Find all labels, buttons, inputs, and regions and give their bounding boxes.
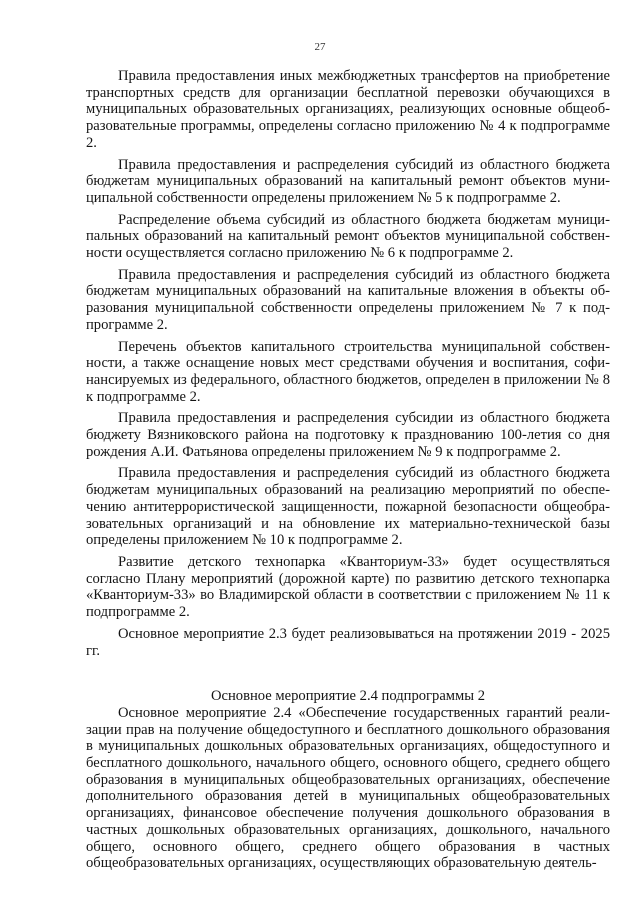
paragraph: Правила предоставления и распределения субсидий из областного бюджета бюджетам муниципальных образований на реализацию мероприятий по обеспечению антитеррористической защищенности, пожарной безопасности общеобразовательных организаций и на обновление их материально-технической базы определены приложением № 10 к подпрограмме 2. [86, 465, 610, 549]
paragraph: Распределение объема субсидий из областного бюджета бюджетам муниципальных образований на капитальный ремонт объектов муниципальной собственности осуществляется согласно приложению № 6 к подпрограмме 2. [86, 211, 610, 262]
page-number: 27 [314, 41, 326, 53]
paragraph: Развитие детского технопарка «Кванториум-33» будет осуществляться согласно Плану мероприятий (дорожной карте) по развитию детского технопарка «Кванториум-33» во Владимирской области в соответствии с приложением № 11 к подпрограмме 2. [86, 553, 610, 621]
paragraph: Перечень объектов капитального строительства муниципальной собственности, а также оснащение новых мест средствами обучения и воспитания, софинансируемых из федерального, областного бюджетов, определен в приложении № 8 к подпрограмме 2. [86, 338, 610, 405]
paragraph: Правила предоставления и распределения субсидий из областного бюджета бюджетам муниципальных образований на капитальный ремонт объектов муниципальной собственности определены приложением № 5 к подпрограмме 2. [86, 156, 610, 206]
paragraph: Правила предоставления иных межбюджетных трансфертов на приобретение транспортных средств для организации бесплатной перевозки обучающихся в муниципальных образовательных организациях, реализующих основные общеобразовательные программы, определены согласно приложению № 4 к подпрограмме 2. [86, 68, 610, 151]
section-gap [86, 664, 610, 688]
paragraph: Правила предоставления и распределения субсидий из областного бюджета бюджетам муниципальных образований на капитальные вложения в объекты образования муниципальной собственности определены приложением № 7 к подпрограмме 2. [86, 266, 610, 333]
document-body [86, 68, 610, 877]
paragraph: Правила предоставления и распределения субсидии из областного бюджета бюджету Вязниковского района на подготовку к празднованию 100-летия со дня рождения А.И. Фатьянова определены приложением № 9 к подпрограмме 2. [86, 410, 610, 460]
paragraph: Основное мероприятие 2.3 будет реализовываться на протяжении 2019 - 2025 гг. [86, 625, 610, 659]
paragraph: Основное мероприятие 2.4 «Обеспечение государственных гарантий реализации прав на получение общедоступного и бесплатного дошкольного образования в муниципальных дошкольных образовательных организациях, общедоступного и бесплатного дошкольного, начального общего, основного общего, среднего общего образования в муниципальных общеобразовательных организациях, обеспечение дополнительного образования детей в муниципальных общеобразовательных организациях, финансовое обеспечение получения дошкольного образования в частных дошкольных образовательных организациях, дошкольного, начального общего, основного общего, среднего общего образования в частных общеобразовательных организациях, осуществляющих образовательную деятель- [86, 704, 610, 872]
section-heading: Основное мероприятие 2.4 подпрограммы 2 [210, 688, 486, 705]
